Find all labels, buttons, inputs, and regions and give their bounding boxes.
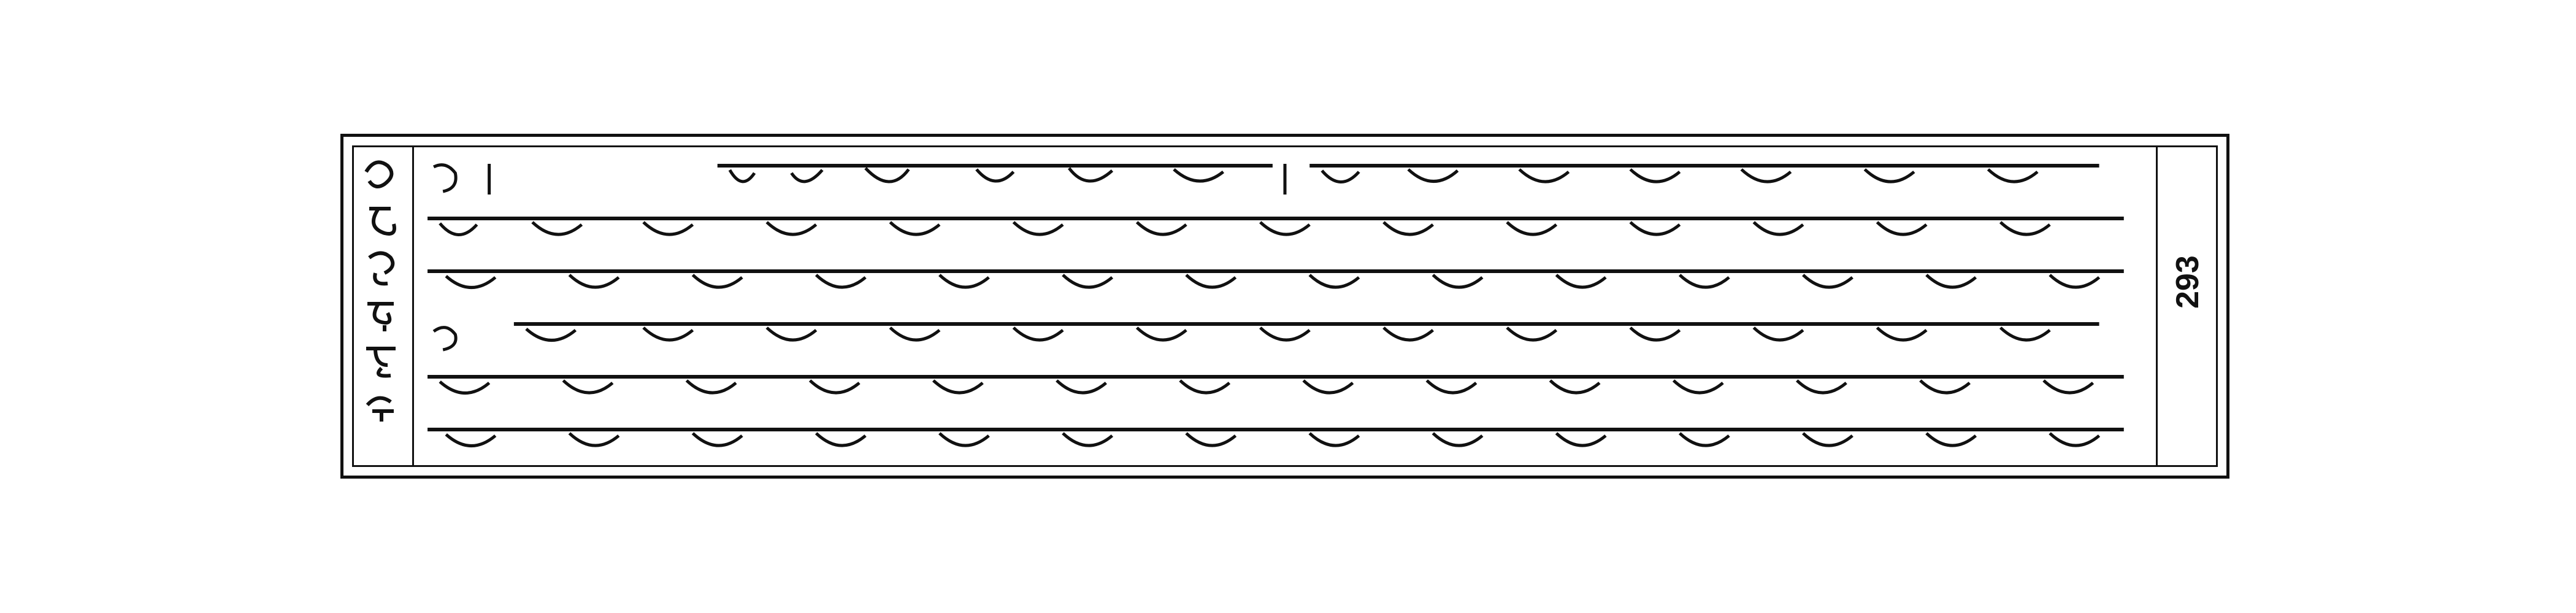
text-line	[421, 418, 2149, 469]
page-number: 293	[2170, 255, 2206, 309]
text-line	[421, 155, 2149, 205]
page-frame	[340, 134, 2229, 479]
text-line	[421, 260, 2149, 310]
page-inner-frame	[352, 145, 2218, 467]
margin-glyph-icon	[360, 291, 403, 334]
text-line	[421, 366, 2149, 416]
margin-glyph-icon	[360, 384, 403, 426]
text-body	[421, 151, 2149, 461]
text-line	[421, 313, 2149, 363]
right-margin-column	[2156, 147, 2216, 465]
text-line	[421, 207, 2149, 258]
left-margin-column	[354, 147, 414, 465]
margin-glyph-icon	[360, 153, 403, 196]
margin-glyph-icon	[360, 199, 403, 242]
margin-glyph-icon	[360, 337, 403, 380]
margin-glyph-icon	[360, 245, 403, 288]
